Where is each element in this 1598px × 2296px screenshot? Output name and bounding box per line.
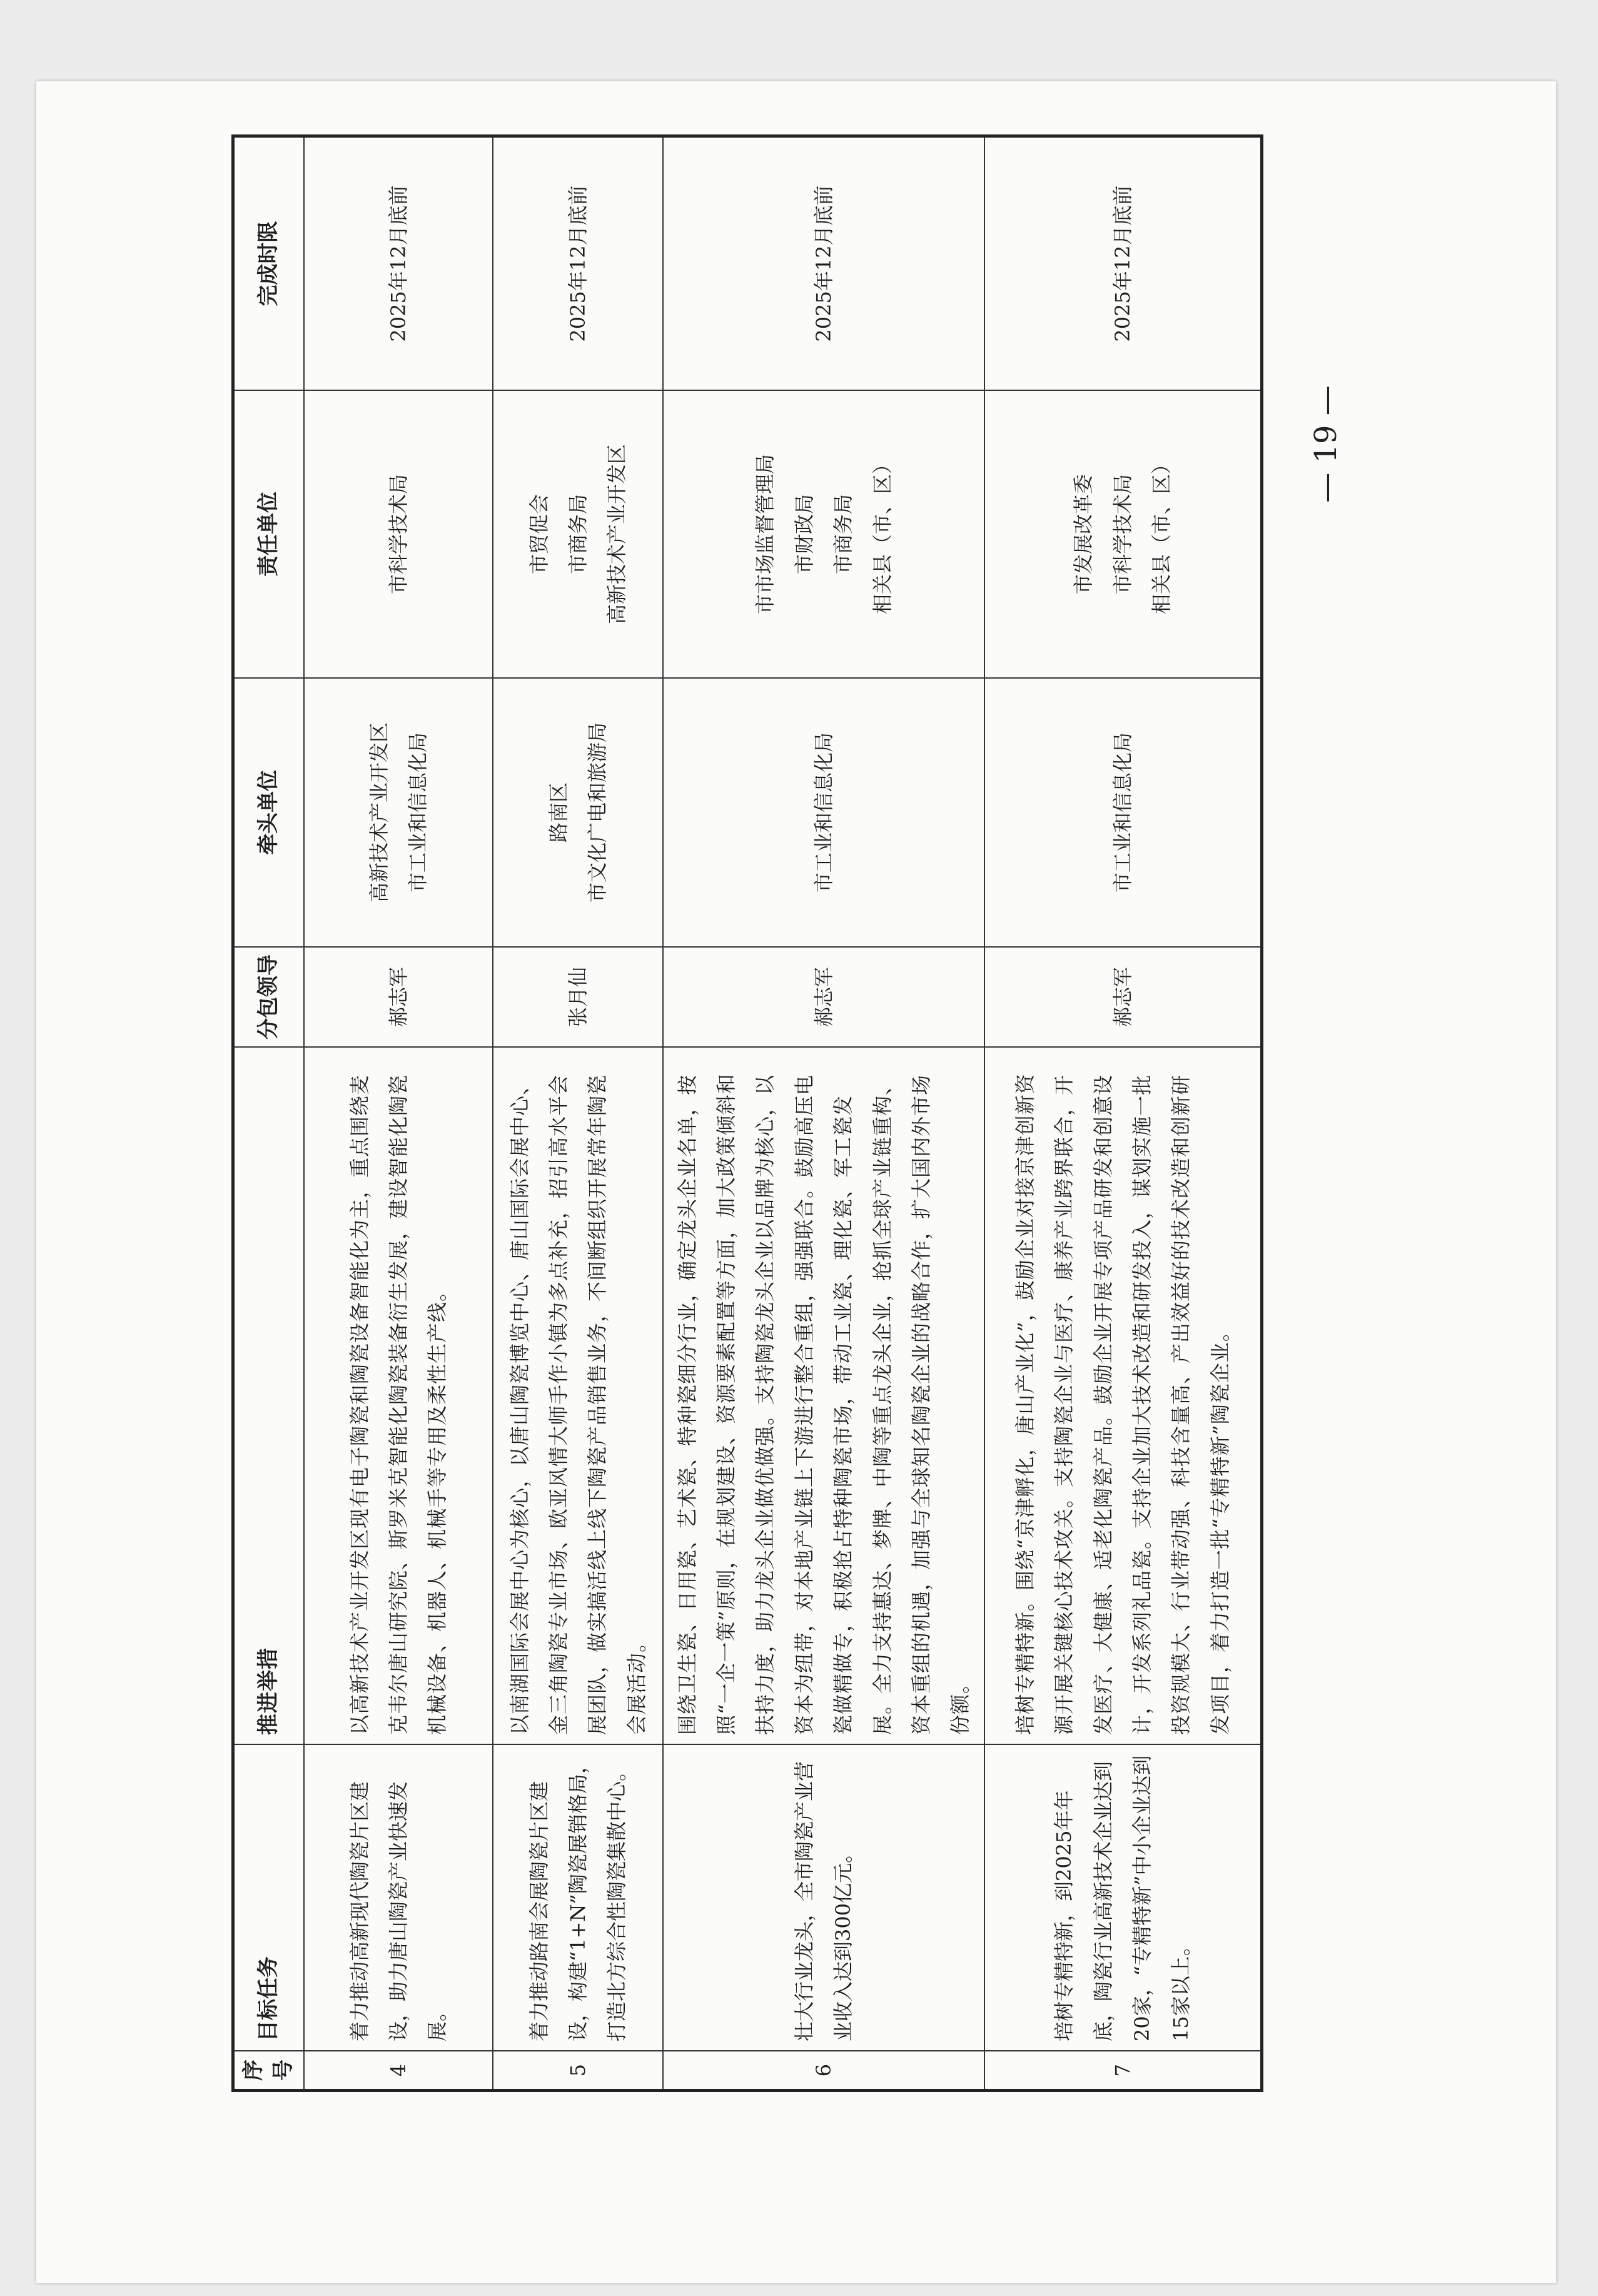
lead-unit-line: 路南区 bbox=[546, 782, 570, 843]
cell-no: 7 bbox=[984, 2051, 1262, 2091]
cell-resp-unit bbox=[493, 390, 663, 678]
resp-unit-line: 高新技术产业开发区 bbox=[605, 444, 629, 625]
lead-unit-line: 市工业和信息化局 bbox=[1110, 732, 1135, 893]
cell-resp-unit bbox=[304, 390, 493, 678]
resp-unit-line: 相关县（市、区） bbox=[1150, 454, 1174, 615]
resp-unit-line: 市市场监督管理局 bbox=[753, 454, 777, 615]
cell-leader: 张月仙 bbox=[493, 947, 663, 1047]
cell-measure: 培树专精特新。围绕“京津孵化，唐山产业化”，鼓励企业对接京津创新资源开展关键核心技术攻关。支持陶瓷企业与医疗、康养产业跨界联合，开发医疗、大健康、适老化陶瓷产品。鼓励企业开展专项产品研发和创意设计，开发系列礼品瓷。支持企业加大技术改造和研发投入，谋划实施一批投资规模大、行业带动强、科技含量高、产出效益好的技术改造和创新研发项目，着力打造一批“专精特新”陶瓷企业。 bbox=[984, 1047, 1262, 1744]
cell-no: 5 bbox=[493, 2051, 663, 2091]
cell-resp-unit bbox=[984, 390, 1262, 678]
cell-lead-unit bbox=[493, 678, 663, 947]
resp-unit-line: 相关县（市、区） bbox=[870, 454, 894, 615]
cell-leader: 郝志军 bbox=[984, 947, 1262, 1047]
header-no: 序号 bbox=[233, 2051, 305, 2091]
table-row bbox=[984, 136, 1262, 2091]
table-header-row bbox=[233, 136, 305, 2091]
page-number: — 19 — bbox=[1308, 385, 1343, 503]
cell-measure: 以南湖国际会展中心为核心，以唐山陶瓷博览中心、唐山国际会展中心、金三角陶瓷专业市场、欧亚风情大师手作小镇为多点补充，招引高水平会展团队，做实搞活线上线下陶瓷产品销售业务，不间断组织开展常年陶瓷会展活动。 bbox=[493, 1047, 663, 1744]
header-resp-unit: 责任单位 bbox=[233, 390, 305, 678]
cell-lead-unit bbox=[663, 678, 984, 947]
table-row bbox=[304, 136, 493, 2091]
cell-resp-unit bbox=[663, 390, 984, 678]
cell-lead-unit bbox=[984, 678, 1262, 947]
header-target: 目标任务 bbox=[233, 1744, 305, 2051]
lead-unit-line: 高新技术产业开发区 bbox=[367, 722, 391, 903]
cell-deadline: 2025年12月底前 bbox=[984, 136, 1262, 391]
header-leader: 分包领导 bbox=[233, 947, 305, 1047]
table-row bbox=[493, 136, 663, 2091]
lead-unit-line: 市工业和信息化局 bbox=[406, 732, 430, 893]
cell-no: 6 bbox=[663, 2051, 984, 2091]
cell-deadline: 2025年12月底前 bbox=[493, 136, 663, 391]
resp-unit-line: 市财政局 bbox=[792, 494, 816, 575]
cell-leader: 郝志军 bbox=[663, 947, 984, 1047]
cell-measure: 以高新技术产业开发区现有电子陶瓷和陶瓷设备智能化为主，重点围绕麦克韦尔唐山研究院、斯罗米克智能化陶瓷装备衍生发展，建设智能化陶瓷机械设备、机器人、机械手等专用及柔性生产线。 bbox=[304, 1047, 493, 1744]
header-measure: 推进举措 bbox=[233, 1047, 305, 1744]
rotated-table-block bbox=[231, 185, 1263, 2092]
cell-leader: 郝志军 bbox=[304, 947, 493, 1047]
resp-unit-line: 市发展改革委 bbox=[1071, 474, 1096, 595]
resp-unit-line: 市商务局 bbox=[831, 494, 856, 575]
cell-target: 壮大行业龙头，全市陶瓷产业营业收入达到300亿元。 bbox=[663, 1744, 984, 2051]
cell-lead-unit bbox=[304, 678, 493, 947]
cell-target: 着力推动高新现代陶瓷片区建设，助力唐山陶瓷产业快速发展。 bbox=[304, 1744, 493, 2051]
cell-deadline: 2025年12月底前 bbox=[663, 136, 984, 391]
task-table bbox=[231, 134, 1263, 2092]
resp-unit-line: 市商务局 bbox=[566, 494, 590, 575]
cell-deadline: 2025年12月底前 bbox=[304, 136, 493, 391]
resp-unit-line: 市科学技术局 bbox=[1110, 474, 1135, 595]
header-deadline: 完成时限 bbox=[233, 136, 305, 391]
cell-no: 4 bbox=[304, 2051, 493, 2091]
header-lead-unit: 牵头单位 bbox=[233, 678, 305, 947]
cell-measure: 围绕卫生瓷、日用瓷、艺术瓷、特种瓷细分行业，确定龙头企业名单，按照“一企一策”原则，在规划建设、资源要素配置等方面，加大政策倾斜和扶持力度，助力龙头企业做优做强。支持陶瓷龙头企业以品牌为核心，以资本为纽带，对本地产业链上下游进行整合重组，强强联合。鼓励高压电瓷做精做专，积极抢占特种陶瓷市场，带动工业瓷、理化瓷、军工瓷发展。全力支持惠达、梦牌、中陶等重点龙头企业，抢抓全球产业链重构、资本重组的机遇，加强与全球知名陶瓷企业的战略合作，扩大国内外市场份额。 bbox=[663, 1047, 984, 1744]
cell-target: 着力推动路南会展陶瓷片区建设，构建“1+N”陶瓷展销格局，打造北方综合性陶瓷集散中心。 bbox=[493, 1744, 663, 2051]
table-row bbox=[663, 136, 984, 2091]
cell-target: 培树专精特新，到2025年年底，陶瓷行业高新技术企业达到20家，“专精特新”中小企业达到15家以上。 bbox=[984, 1744, 1262, 2051]
resp-unit-line: 市贸促会 bbox=[527, 494, 551, 575]
resp-unit-line: 市科学技术局 bbox=[386, 474, 410, 595]
lead-unit-line: 市工业和信息化局 bbox=[812, 732, 836, 893]
lead-unit-line: 市文化广电和旅游局 bbox=[585, 722, 610, 903]
